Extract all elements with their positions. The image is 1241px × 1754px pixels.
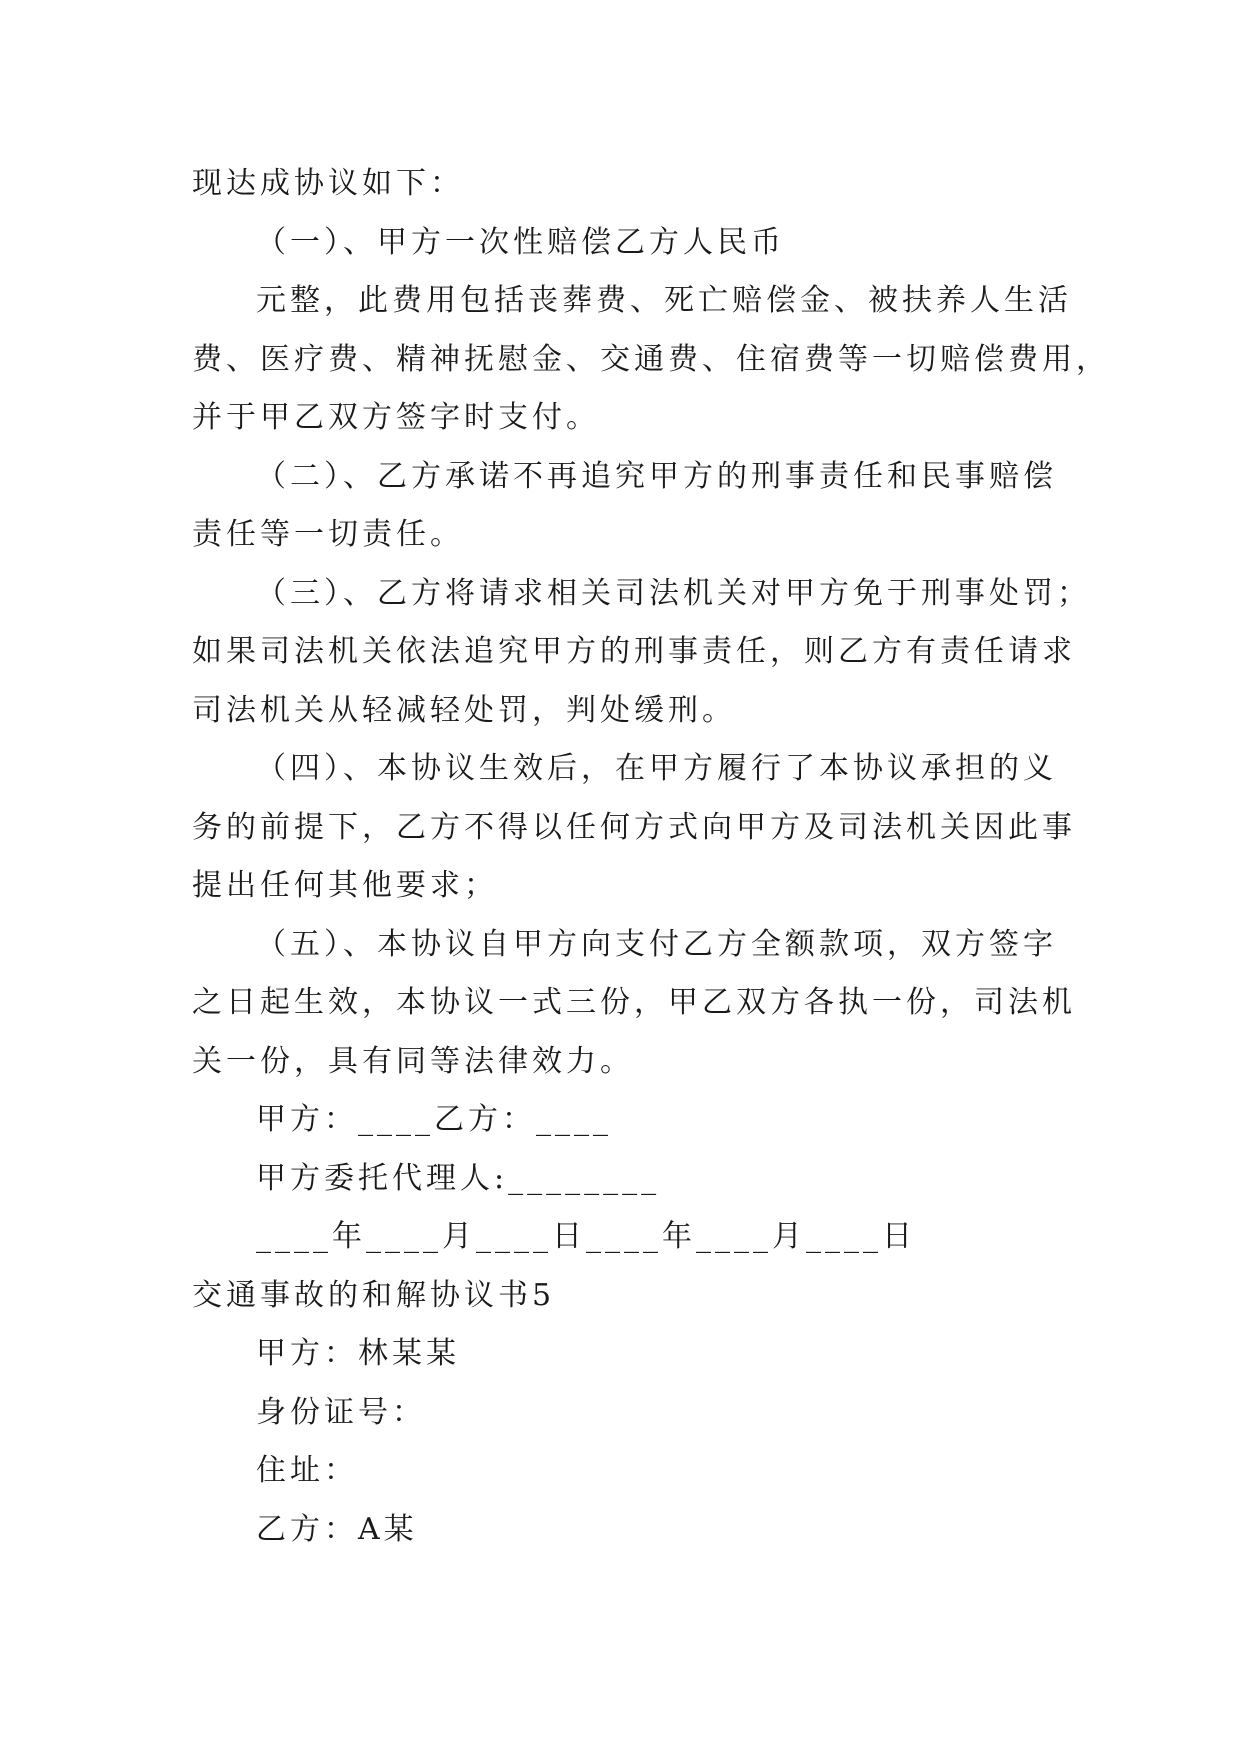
clause-4-line-2: 务的前提下，乙方不得以任何方式向甲方及司法机关因此事 bbox=[192, 809, 1076, 845]
document-page bbox=[192, 155, 1110, 1559]
clause-3-line-1: （三）、乙方将请求相关司法机关对甲方免于刑事处罚； bbox=[256, 575, 1091, 611]
clause-5-line-1: （五）、本协议自甲方向支付乙方全额款项，双方签字 bbox=[256, 926, 1057, 962]
clause-1-line-4: 并于甲乙双方签字时支付。 bbox=[192, 400, 600, 435]
date-line: ____年____月____日____年____月____日 bbox=[256, 1219, 916, 1254]
agent-signature-line: 甲方委托代理人:________ bbox=[256, 1160, 661, 1196]
clause-1-line-2: 元整，此费用包括丧葬费、死亡赔偿金、被扶养人生活 bbox=[256, 283, 1072, 318]
section-heading: 交通事故的和解协议书5 bbox=[192, 1277, 556, 1313]
clause-3-line-3: 司法机关从轻减轻处罚，判处缓刑。 bbox=[192, 692, 736, 728]
intro-line: 现达成协议如下： bbox=[192, 166, 464, 201]
clause-5-line-3: 关一份，具有同等法律效力。 bbox=[192, 1043, 634, 1079]
party-a-line: 甲方：林某某 bbox=[256, 1336, 460, 1371]
clause-4-line-3: 提出任何其他要求； bbox=[192, 868, 498, 903]
party-b-line: 乙方：A某 bbox=[256, 1511, 418, 1547]
clause-5-line-2: 之日起生效，本协议一式三份，甲乙双方各执一份，司法机 bbox=[192, 985, 1076, 1020]
clause-2-line-2: 责任等一切责任。 bbox=[192, 517, 464, 552]
clause-1-line-1: （一）、甲方一次性赔偿乙方人民币 bbox=[256, 224, 785, 260]
clause-2-line-1: （二）、乙方承诺不再追究甲方的刑事责任和民事赔偿 bbox=[256, 458, 1057, 494]
address-line: 住址： bbox=[256, 1453, 358, 1488]
clause-3-line-2: 如果司法机关依法追究甲方的刑事责任，则乙方有责任请求 bbox=[192, 634, 1076, 669]
id-number-line: 身份证号： bbox=[256, 1394, 426, 1430]
clause-1-line-3: 费、医疗费、精神抚慰金、交通费、住宿费等一切赔偿费用， bbox=[192, 341, 1110, 377]
signature-parties-line: 甲方：____乙方：____ bbox=[256, 1102, 612, 1137]
clause-4-line-1: （四）、本协议生效后，在甲方履行了本协议承担的义 bbox=[256, 751, 1057, 786]
